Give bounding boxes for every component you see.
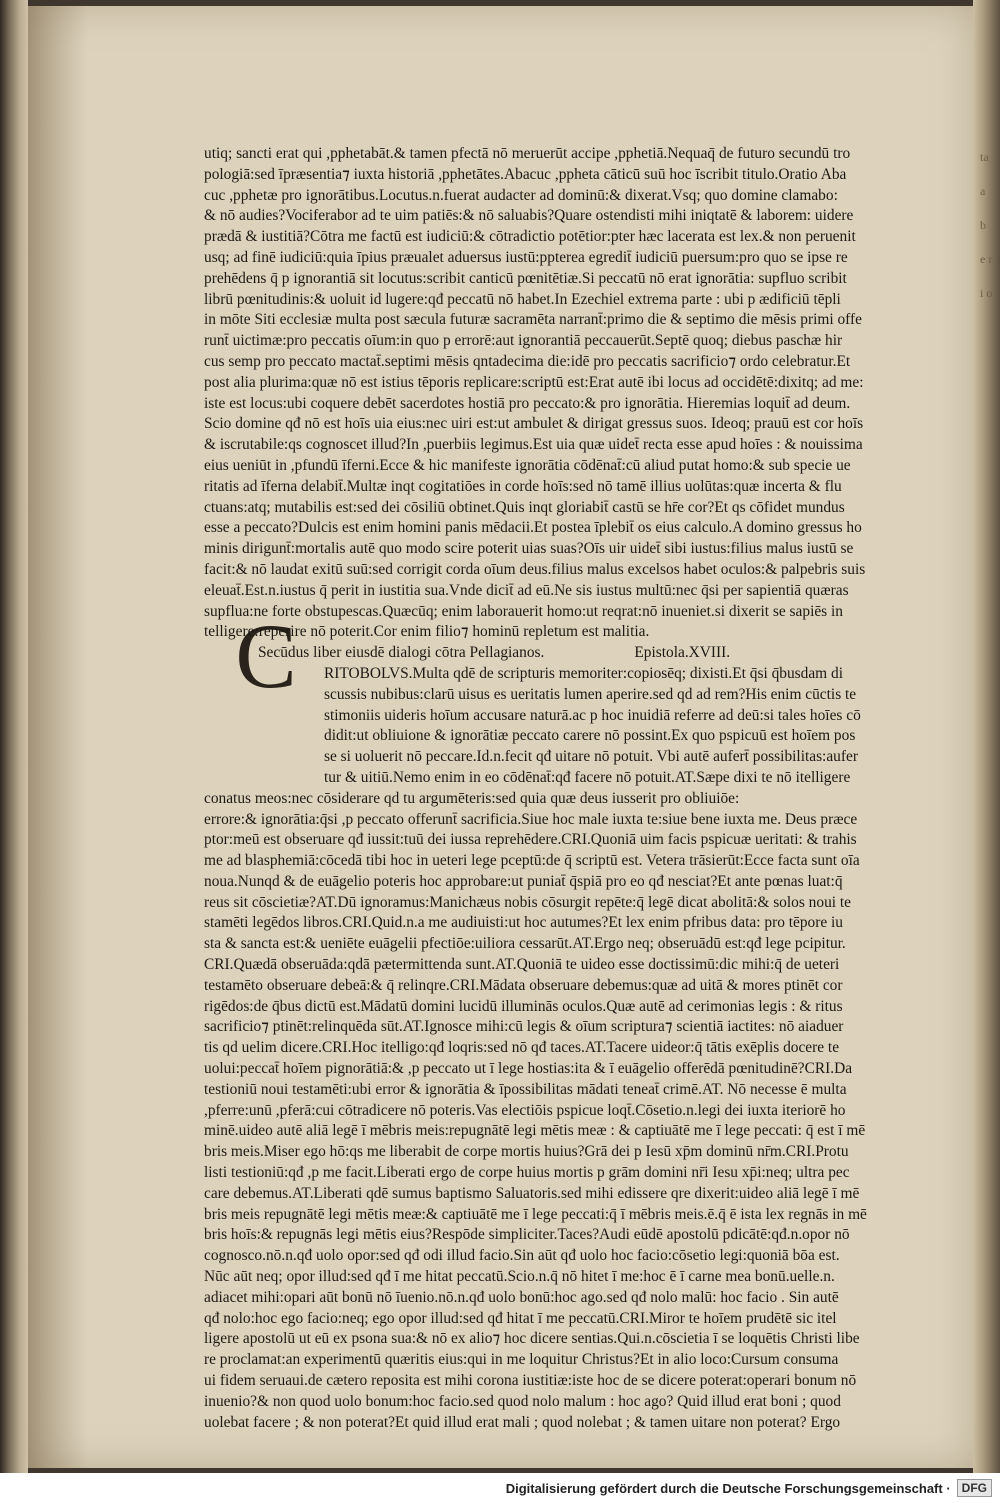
text-line: & iscrutabile:qs cognoscet illud?In ,puerbiis legimus.Est uia quæ uidet̄ recta esse apud hoīes : & nouissima — [204, 436, 863, 454]
text-line: ritatis ad īferna delabit̄.Multæ inqt cogitatiōes in corde hoīs:sed nō tamē illius uolūtas:quæ incerta & flu — [204, 477, 842, 495]
text-line: Scio domine qđ nō est hoīs uia eius:nec uiri est:ut ambulet & dirigat gressus suos. Ideoq; prauū est cor hoīs — [204, 415, 864, 433]
text-block-second — [204, 789, 934, 1434]
text-line: prehēdens q̄ p ignorantiā sit locutus:scribit canticū pœnitētiæ.Si peccatū nō erat ignorātia: supfluo scribit — [204, 269, 847, 287]
footer-bar — [0, 1473, 1000, 1503]
page-gutter-shadow — [28, 6, 88, 1468]
text-line: sta & sancta est:& ueniēte euāgelii pfectiōe:uiliora cessarūt.AT.Ergo neq; obseruādū est:qđ lege pcipitur. — [204, 935, 846, 953]
text-line: pologiā:sed īpræsentia⁊ iuxta historiā ,pphetātes.Abacuc ,ppheta cāticū suū hoc īscribit titulo.Oratio Aba — [204, 165, 847, 183]
text-line: iste est locus:ubi coquere debēt sacerdotes hostiā pro peccato:& pro ignorātia. Hieremias loquit̄ ad deum. — [204, 394, 851, 412]
text-line: esse a peccato?Dulcis est enim homini panis mēdacii.Et postea īplebit̄ os eius calculo.A domino gressus ho — [204, 519, 862, 537]
book-spine-edge — [0, 0, 28, 1473]
text-line: post alia plurima:quæ nō est istius tēporis replicare:scriptū est:Erat autē ibi locus ad occidētē:dixitq; ad me: — [204, 373, 864, 391]
text-line: ligere apostolū ut eū ex psona sua:& nō ex alio⁊ hoc dicere sentias.Qui.n.cōscietia ī se loquētis Christi libe — [204, 1330, 860, 1348]
next-page-edge-letters: ta a b e r i o — [980, 150, 993, 300]
text-line: tur & uitiū.Nemo enim in eo cōdēnat̄:qđ facere nō potuit.AT.Sæpe dixi te nō itelligere — [324, 768, 851, 786]
text-line: & nō audies?Vociferabor ad te uim patiēs:& nō saluabis?Quare ostendisti mihi iniqtatē & laborem: uidere — [204, 207, 854, 225]
text-line: supflua:ne forte obstupescas.Quæcūq; enim laborauerit homo:ut reqrat:nō inueniet.si dixerit se sapiēs in — [204, 602, 843, 620]
text-line: adiacet mihi:opari aūt bonū nō īuenio.nō.n.qđ uolo bonū:hoc ago.sed qđ nolo malū: hoc facio . Sin autē — [204, 1288, 839, 1306]
text-line: minis dirigunt̄:mortalis autē quo modo scire poterit uias suas?Oīs uir uidet̄ sibi iustus:filius malus iustū se — [204, 540, 854, 558]
text-line: facit:& nō laudat exitū suū:sed corrigit corda oīum deus.filius malus excelsos habet oculos:& palpebris suis — [204, 560, 866, 578]
section-heading-title: Secūdus liber eiusdē dialogi cōtra Pellagianos. — [258, 644, 545, 662]
section-heading — [204, 643, 934, 664]
text-line: reus sit cōscietiæ?AT.Dū ignoramus:Manichæus nobis cōsurgit repēte:q̄ legē dicat abolitā:& solos noui te — [204, 893, 851, 911]
text-line: runt̄ uictimæ:pro peccatis oīum:in quo p errorē:aut ignorantiā peccauerūt.Septē quoq; diebus paschæ hir — [204, 332, 843, 350]
text-line: eleuat̄.Est.n.iustus q̄ perit in iustitia sua.Vnde dicit̄ ad eū.Ne sis iustus multū:nec q̄si per sapientiā quæras — [204, 581, 849, 599]
text-line: scussis nubibus:clarū uisus es ueritatis lumen aperire.sed qd ad rem?His enim cūctis te — [324, 685, 857, 703]
text-line: didit:ut obliuione & ignorātiæ peccato carere nō possint.Ex quo pspicuū est hoīem pos — [324, 727, 856, 745]
text-line: CRI.Quædā obseruāda:qdā pætermittenda sunt.AT.Quoniā te uideo esse doctissimū:dic mihi:q̄ de ueteri — [204, 956, 840, 974]
text-block-first — [204, 144, 934, 643]
text-line: stamēti legēdos libros.CRI.Quid.n.a me audiuisti:ut hoc autumes?Et lex enim pfribus data: pro tēpore iu — [204, 914, 844, 932]
text-line: ,pferre:unū ,pferā:cui cōtradicere nō poteris.Vas electiōis pspicue loqt̄.Cōsetio.n.legi dei iuxta iteriorē ho — [204, 1101, 846, 1119]
text-line: in mōte Siti ecclesiæ multa post sæcula futuræ sacramēta narrant̄:primo die & septimo die mēsis primi offe — [204, 311, 862, 329]
text-line: care debemus.AT.Liberati qdē sumus baptismo Saluatoris.sed mihi edissere qre dixerit:uideo aliā legē ī mē — [204, 1184, 860, 1202]
text-line: bris hoīs:& repugnās legi mētis eius?Respōde simpliciter.Taces?Audi eūdē apostolū pdicātē:qđ.n.opor nō — [204, 1226, 850, 1244]
text-line: cuc ,pphetæ pro ignorātibus.Locutus.n.fuerat audacter ad dominū:& dixerat.Vsq; quo domine clamabo: — [204, 186, 838, 204]
text-line: eius ueniūt in ,pfundū īferni.Ecce & hic manifeste ignorātia cōdēnat̄:cū aliud putat homo:& sub specie ue — [204, 456, 851, 474]
text-line: uolebat facere ; & non poterat?Et quid illud erat mali ; quod nolebat ; & tamen uitare non poterat? Ergo — [204, 1413, 841, 1431]
text-line: conatus meos:nec cōsiderare qd tu argumēteris:sed quia quæ deus iusserit pro obliuiōe: — [204, 789, 740, 807]
text-line: rigēdos:de q̄bus dictū est.Mādatū domini lucidū illuminās oculos.Quæ autē ad cerimonias legis : & ritus — [204, 997, 843, 1015]
text-line: inuenio?& non quod uolo bonum:hoc facio.sed quod nolo malum : hoc ago? Quid illud erat boni ; quod — [204, 1392, 841, 1410]
text-line: re proclamat:an experimentū quæritis eius:qui in me loquitur Christus?Et in alio loco:Cursum consuma — [204, 1351, 839, 1369]
text-line: ui fidem seruaui.de cætero reposita est mihi corona iustitiæ:iste hoc de se dicere poterat:operari bonum nō — [204, 1372, 857, 1390]
text-line: ctuans:atq; mutabilis est:sed dei cōsiliū obtinet.Quis inqt gloriabit̄ castū se hr̄e cor?Et qs cōfidet mundus — [204, 498, 845, 516]
text-block-indented — [204, 664, 934, 789]
initial-letter: C — [235, 605, 297, 707]
text-line: librū pœnitudinis:& uoluit id lugere:qđ peccatū nō habet.In Ezechiel extrema parte : ubi p ædificiū tēpli — [204, 290, 841, 308]
text-line: bris meis repugnātē legi mētis meæ:& captiuātē me ī lege peccati:q̄ ī mēbris meis.ē.q̄ ē ista lex regnās in mē — [204, 1205, 867, 1223]
text-line: stimoniis uideris hoīum accusare naturā.ac p hoc inuidiā referre ad deū:si tales hoīes cō — [324, 706, 861, 724]
text-line: ptor:meū est obseruare qđ iussit:tuū dei iussa reprehēdere.CRI.Quoniā uim facis pspicuæ ueritati: & trahis — [204, 831, 857, 849]
text-line: telligere:reperire nō poterit.Cor enim filio⁊ hominū repletum est malitia. — [204, 623, 650, 641]
page-text — [204, 144, 934, 1433]
text-line: qđ nolo:hoc ego facio:neq; ego opor illud:sed qđ hitat ī me peccatū.CRI.Miror te hoīem prudētē sic itel — [204, 1309, 837, 1327]
section-heading-epistola: Epistola.XVIII. — [634, 644, 731, 662]
dfg-logo: DFG — [957, 1479, 992, 1497]
text-line: Nūc aūt neq; opor illud:sed qđ ī me hitat peccatū.Scio.n.q̄ nō hitet ī me:hoc ē ī carne mea bonū.uelle.n. — [204, 1268, 835, 1286]
text-line: testamēto obseruare debeā:& q̄ relinqre.CRI.Mādata obseruare debemus:quæ ad uitā & mores ptinēt cor — [204, 976, 843, 994]
footer-credit: Digitalisierung gefördert durch die Deutsche Forschungsgemeinschaft · — [505, 1480, 951, 1496]
text-line: tis qd uelim dicere.CRI.Hoc itelligo:qđ loqris:sed nō qđ taces.AT.Tacere uideor:q̄ tātis exēplis docere te — [204, 1039, 840, 1057]
text-line: listi testioniū:qđ ,p me facit.Liberati ergo de corpe huius mortis p grām domini nr̄i Iesu xp̄i:neq; ultra pec — [204, 1164, 850, 1182]
text-line: cognosco.nō.n.qđ uolo opor:sed qđ odi illud facio.Sin aūt qđ uolo hoc facio:cōsetio legi:quoniā bōa est. — [204, 1247, 840, 1265]
text-line: testioniū noui testamēti:ubi error & ignorātia & īpossibilitas mādati teneat̄ crimē.AT. Nō necesse ē multa — [204, 1080, 847, 1098]
text-line: bris meis.Miser ego hō:qs me liberabit de corpe mortis huius?Grā dei p Iesū xp̄m dominū nr̄m.CRI.Protu — [204, 1143, 849, 1161]
text-line: RITOBOLVS.Multa qdē de scripturis memoriter:copiosēq; dixisti.Et q̄si q̄busdam di — [324, 664, 843, 682]
text-line: usq; ad finē iudiciū:quia īpius præualet aduersus iustū:ppterea egredit̄ iudiciū puersum:pro quo se ipse re — [204, 248, 848, 266]
text-line: noua.Nunqd & de euāgelio poteris hoc approbare:ut puniat̄ q̄spiā pro eo qđ nesciat?Et ante pœnas luat:q̄ — [204, 872, 843, 890]
text-line: uolui:peccat̄ hoīem pignorātiā:& ,p peccato ut ī lege hostias:ita & ī euāgelio offerēdā pœnitudinē?CRI.Da — [204, 1060, 853, 1078]
text-line: me ad blasphemiā:cōcedā tibi hoc in ueteri lege pceptū:de q̄ scriptū est. Vetera trāsierūt:Ecce facta sunt oīa — [204, 852, 860, 870]
text-line: utiq; sancti erat qui ,pphetabāt.& tamen pfectā nō meruerūt accipe ,pphetiā.Nequaq̄ de futuro secundū tro — [204, 145, 851, 162]
text-line: se si uoluerit nō peccare.Id.n.fecit qđ uitare nō potuit. Vbi autē aufert̄ possibilitas:aufer — [324, 748, 858, 766]
text-line: errore:& ignorātia:q̄si ,p peccato offerunt̄ sacrificia.Siue hoc male iuxta te:siue bene iuxta me. Deus præce — [204, 810, 858, 828]
text-line: minē.uideo autē aliā legē ī mēbris meis:repugnātē legi mētis meæ : & captiuātē me ī lege peccati: q̄ est ī mē — [204, 1122, 866, 1140]
text-line: prædā & iustitiā?Cōtra me factū est iudiciū:& cōtradictio potētior:pter hæc lacerata est lex.& non peruenit — [204, 228, 856, 246]
text-line: cus semp pro peccato mactat̄.septimi mēsis qntadecima die:idē pro peccatis sacrificio⁊ ordo celebratur.Et — [204, 352, 851, 370]
text-line: sacrificio⁊ ptinēt:relinquēda sūt.AT.Ignosce mihi:cū legis & oīum scriptura⁊ scientiā iactites: nō aiaduer — [204, 1018, 844, 1036]
